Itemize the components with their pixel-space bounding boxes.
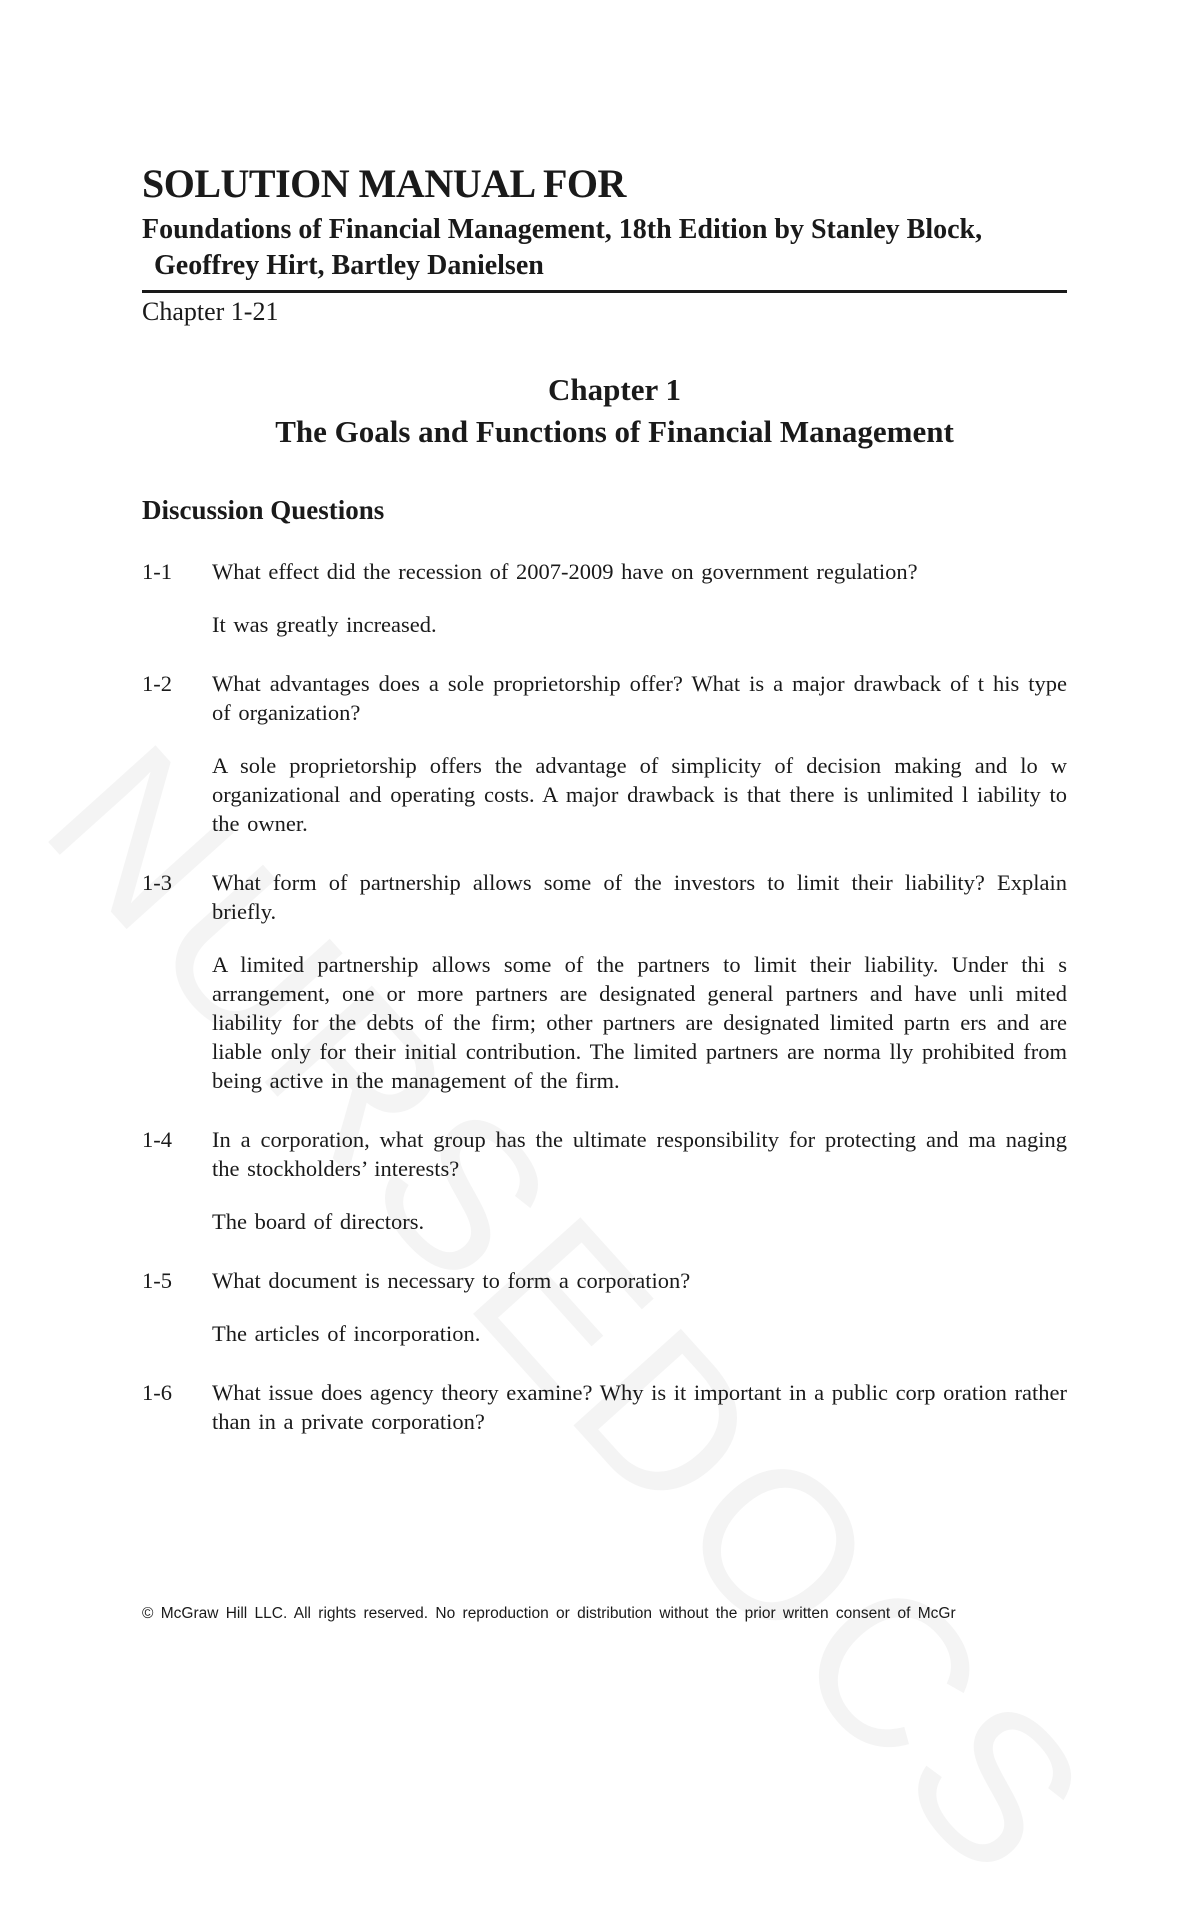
question-text: What advantages does a sole proprietorship offer? What is a major drawback of t his type of organization? <box>212 671 1067 725</box>
answer-text: A limited partnership allows some of the partners to limit their liability. Under thi s arrangement, one or more partners are designated general partners and have unli mited liability for the debts of the firm; other partners are designated limited partn ers and are liable only for their initial contribution. The limited partners are norma lly prohibited from being active in the management of the firm. <box>212 952 1067 1093</box>
question-block <box>142 1125 1067 1236</box>
question-number: 1-2 <box>142 671 172 696</box>
chapter-number: Chapter 1 <box>548 372 681 407</box>
chapter-range: Chapter 1-21 <box>142 297 279 326</box>
copyright-footer: © McGraw Hill LLC. All rights reserved. No reproduction or distribution without the prior written consent of McGr <box>142 1605 956 1622</box>
answer-text: The board of directors. <box>212 1209 425 1234</box>
question-block <box>142 1378 1067 1436</box>
question-text: In a corporation, what group has the ultimate responsibility for protecting and ma naging the stockholders’ interests? <box>212 1127 1067 1181</box>
question-number: 1-3 <box>142 870 172 895</box>
question-block <box>142 669 1067 838</box>
document-title: SOLUTION MANUAL FOR <box>142 161 626 206</box>
subtitle-line-1: Foundations of Financial Management, 18th Edition by Stanley Block, <box>142 214 983 245</box>
question-block <box>142 557 1067 639</box>
question-number: 1-4 <box>142 1127 172 1152</box>
question-number: 1-5 <box>142 1268 172 1293</box>
question-text: What effect did the recession of 2007-2009 have on government regulation? <box>212 559 918 584</box>
question-block <box>142 1266 1067 1348</box>
subtitle-line-2: Geoffrey Hirt, Bartley Danielsen <box>154 250 544 281</box>
answer-text: It was greatly increased. <box>212 612 437 637</box>
title-divider <box>142 290 1067 293</box>
question-text: What form of partnership allows some of the investors to limit their liability? Explain briefly. <box>212 870 1067 924</box>
section-heading: Discussion Questions <box>142 495 385 525</box>
question-text: What issue does agency theory examine? Why is it important in a public corp oration rather than in a private corporation? <box>212 1380 1067 1434</box>
question-number: 1-1 <box>142 559 172 584</box>
chapter-heading <box>162 369 1067 453</box>
chapter-title: The Goals and Functions of Financial Management <box>275 414 954 449</box>
answer-text: A sole proprietorship offers the advantage of simplicity of decision making and lo w organizational and operating costs. A major drawback is that there is unlimited l iability to the owner. <box>212 753 1067 836</box>
answer-text: The articles of incorporation. <box>212 1321 481 1346</box>
book-subtitle <box>142 212 1067 284</box>
question-number: 1-6 <box>142 1380 172 1405</box>
question-block <box>142 868 1067 1095</box>
question-text: What document is necessary to form a corporation? <box>212 1268 691 1293</box>
page-content <box>142 160 1067 1436</box>
